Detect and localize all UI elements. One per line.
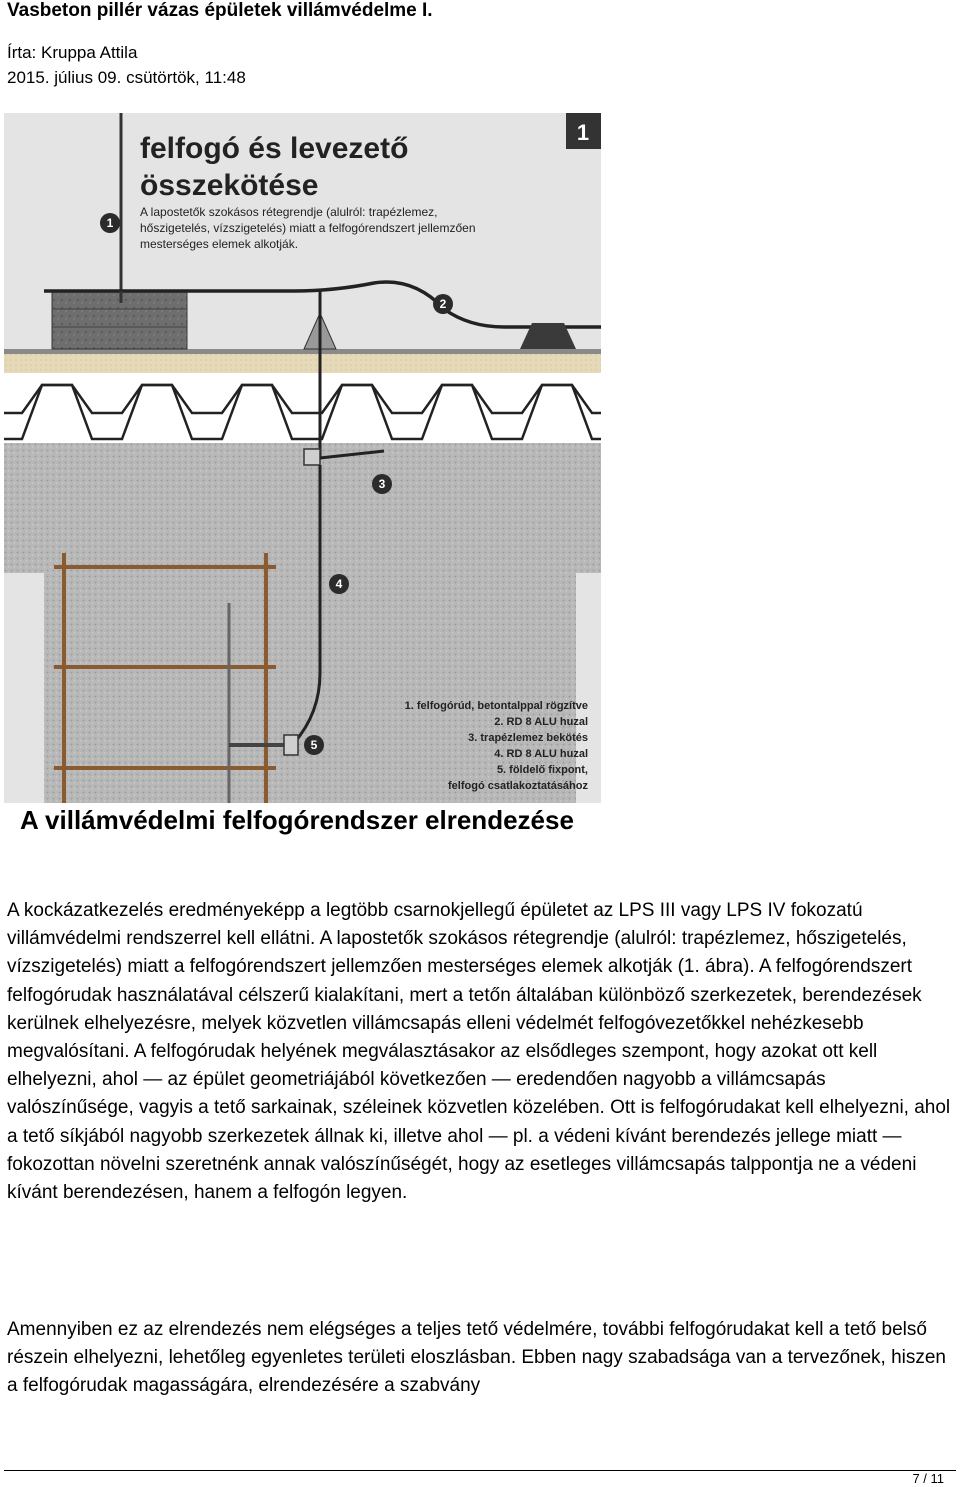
legend-item: felfogó csatlakoztatásához — [448, 780, 588, 792]
marker-3: 3 — [378, 477, 386, 491]
legend-item: 3. trapézlemez bekötés — [468, 732, 588, 744]
figure-illustration — [4, 113, 601, 803]
figure-heading-line2: összekötése — [140, 169, 319, 202]
legend-item: 4. RD 8 ALU huzal — [494, 748, 588, 760]
page-number: 7 / 11 — [912, 1471, 944, 1486]
date-line: 2015. július 09. csütörtök, 11:48 — [7, 68, 246, 87]
marker-1: 1 — [106, 216, 114, 230]
figure-caption-line: A lapostetők szokásos rétegrendje (alulról: trapézlemez, — [140, 205, 438, 219]
figure-caption-line: hőszigetelés, vízszigetelés) miatt a felfogórendszert jellemzően — [140, 221, 476, 235]
figure-svg — [4, 113, 601, 803]
document-title: Vasbeton pillér vázas épületek villámvédelme I. — [7, 0, 433, 21]
legend-item: 5. földelő fixpont, — [496, 764, 588, 776]
figure-heading-line1: felfogó és levezető — [140, 132, 409, 165]
body-paragraph: A kockázatkezelés eredményeképp a legtöbb csarnokjellegű épületet az LPS III vagy LPS IV fokozatú villámvédelmi rendszerrel kell ellátni. A lapostetők szokásos rétegrendje (alulról: trapézlemez, hőszigetelés, vízszigetelés) miatt a felfogórendszert jellemzően mesterséges elemek alkotják (1. ábra). A felfogórendszert felfogórudak használatával célszerű kialakítani, mert a tetőn általában különböző szerkezetek, berendezések kerülnek elhelyezésre, melyek közvetlen villámcsapás elleni védelmét felfogóvezetőkkel nehézkesebb megvalósítani. A felfogórudak helyének megválasztásakor az elsődleges szempont, hogy azokat ott kell elhelyezni, ahol — az épület geometriájából következően — eredendően nagyobb a villámcsapás valószínűsége, vagyis a tető sarkainak, széleinek közvetlen közelében. Ott is felfogórudakat kell elhelyezni, ahol a tető síkjából nagyobb szerkezetek állnak ki, illetve ahol — pl. a védeni kívánt berendezés jellege miatt — fokozottan növelni szeretnénk annak valószínűségét, hogy az esetleges villámcsapás talppontja ne a védeni kívánt berendezésen, hanem a felfogón legyen. — [7, 900, 951, 1204]
legend-item: 1. felfogórúd, betontalppal rögzítve — [404, 700, 588, 712]
marker-5: 5 — [310, 738, 318, 752]
body-paragraph: Amennyiben ez az elrendezés nem elégséges a teljes tető védelmére, további felfogórudakat kell a tető belső részein elhelyezni, lehetőleg egyenletes területi eloszlásban. Ebben nagy szabadsága van a tervezőnek, hiszen a felfogórudak magasságára, elrendezésére a szabvány — [7, 1319, 946, 1397]
legend-item: 2. RD 8 ALU huzal — [494, 716, 588, 728]
figure-badge: 1 — [576, 120, 590, 145]
author-line: Írta: Kruppa Attila — [7, 43, 138, 62]
figure-caption-line: mesterséges elemek alkotják. — [140, 237, 299, 251]
marker-2: 2 — [439, 297, 447, 311]
footer-divider — [4, 1470, 956, 1471]
section-heading: A villámvédelmi felfogórendszer elrendezése — [20, 805, 574, 835]
marker-4: 4 — [335, 577, 343, 591]
